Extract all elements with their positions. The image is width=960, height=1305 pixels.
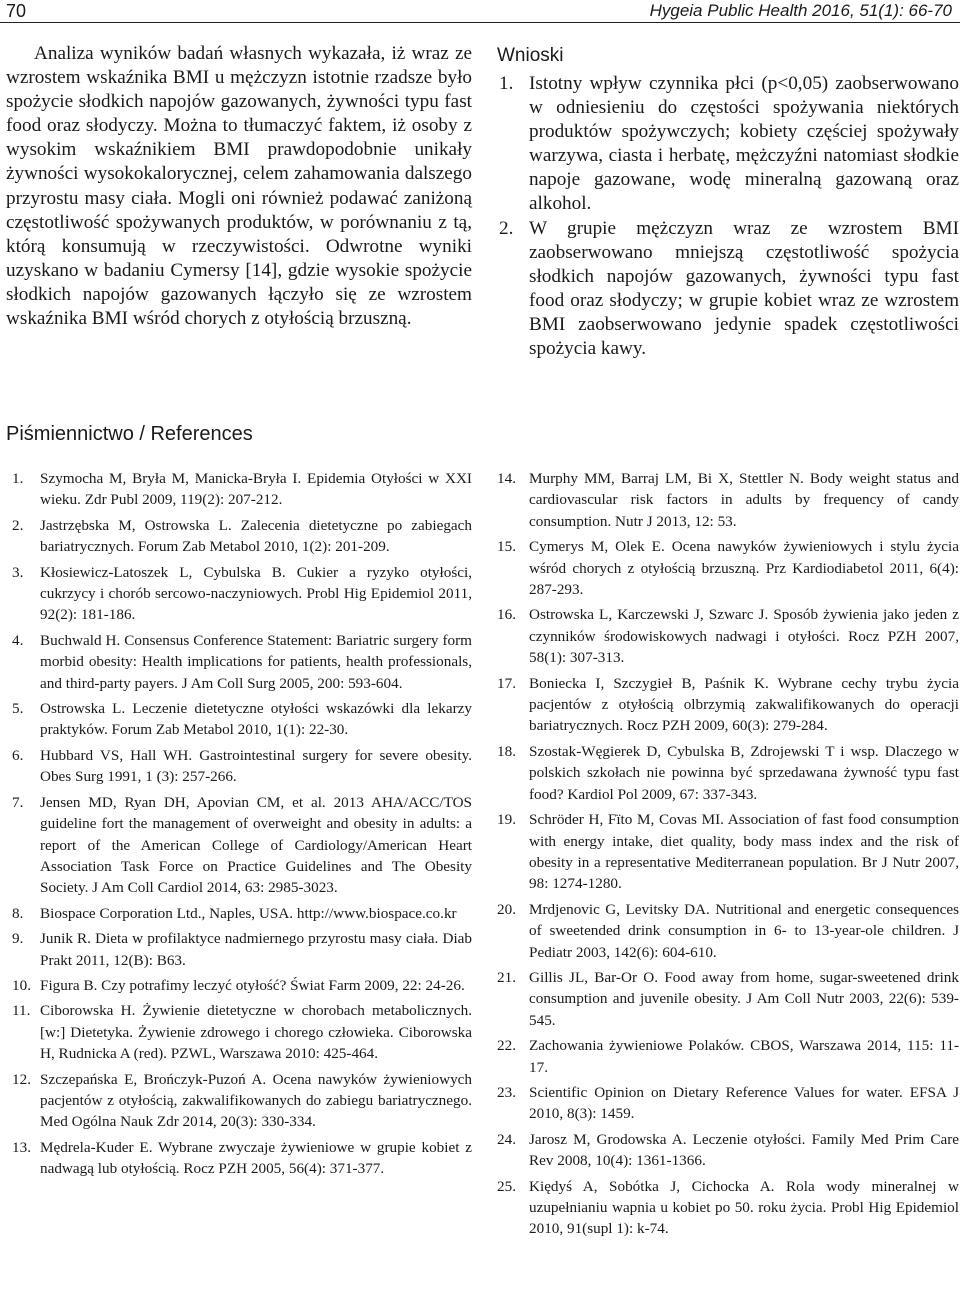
reference-number: 4. xyxy=(12,631,24,649)
reference-number: 25. xyxy=(497,1177,516,1195)
reference-number: 15. xyxy=(497,538,516,556)
page-number: 70 xyxy=(6,1,27,21)
conclusion-number: 2. xyxy=(499,217,514,239)
reference-item xyxy=(497,1129,959,1172)
reference-text: Gillis JL, Bar-Or O. Food away from home, sugar-sweetened drink consumption and juvenile obesity. J Am Coll Nutr 2003, 22(6): 539-545. xyxy=(529,968,959,1029)
page-header xyxy=(0,0,960,23)
reference-item xyxy=(497,468,959,532)
reference-item xyxy=(6,1069,472,1133)
reference-number: 2. xyxy=(12,516,24,534)
conclusions-heading: Wnioski xyxy=(497,45,564,66)
reference-item xyxy=(497,1035,959,1078)
reference-item xyxy=(6,745,472,788)
reference-item xyxy=(6,1000,472,1064)
reference-text: Figura B. Czy potrafimy leczyć otyłość? Świat Farm 2009, 22: 24-26. xyxy=(40,976,465,994)
reference-number: 24. xyxy=(497,1130,516,1148)
reference-text: Jastrzębska M, Ostrowska L. Zalecenia dietetyczne po zabiegach bariatrycznych. Forum Zab Metabol 2010, 1(2): 201-209. xyxy=(40,516,472,556)
reference-text: Mrdjenovic G, Levitsky DA. Nutritional and energetic consequences of sweetended drink consumption in 6- to 13-year-ole children. J Pediatr 2003, 142(6): 604-610. xyxy=(529,900,959,961)
conclusion-text: Istotny wpływ czynnika płci (p<0,05) zaobserwowano w odniesieniu do częstości spożywania niektórych produktów spożywczych; kobiety częściej spożywały warzywa, ciasta i herbatę, mężczyźni natomiast słodkie napoje gazowane, wodę mineralną gazowaną oraz alkohol. xyxy=(529,73,959,215)
reference-item xyxy=(6,903,472,924)
reference-number: 7. xyxy=(12,793,24,811)
reference-number: 20. xyxy=(497,900,516,918)
reference-text: Szostak-Węgierek D, Cybulska B, Zdrojewski T i wsp. Dlaczego w polskich szkołach nie powinna być sprzedawana żywność typu fast food? Kardiol Pol 2009, 67: 337-343. xyxy=(529,742,959,803)
reference-item xyxy=(6,792,472,899)
reference-number: 17. xyxy=(497,674,516,692)
reference-number: 6. xyxy=(12,746,24,764)
reference-item xyxy=(6,1137,472,1180)
reference-text: Ostrowska L, Karczewski J, Szwarc J. Sposób żywienia jako jeden z czynników środowiskowych nadwagi i otyłości. Rocz PZH 2007, 58(1): 307-313. xyxy=(529,606,959,667)
reference-number: 10. xyxy=(12,976,31,994)
reference-item xyxy=(497,899,959,963)
journal-citation: Hygeia Public Health 2016, 51(1): 66-70 xyxy=(649,1,952,20)
reference-number: 22. xyxy=(497,1037,516,1055)
references-list-left xyxy=(6,468,472,1184)
reference-text: Jarosz M, Grodowska A. Leczenie otyłości. Family Med Prim Care Rev 2008, 10(4): 1361-1366. xyxy=(529,1130,959,1170)
reference-item xyxy=(6,928,472,971)
conclusion-item xyxy=(497,72,959,217)
reference-item xyxy=(497,604,959,668)
reference-item xyxy=(497,1176,959,1240)
reference-number: 8. xyxy=(12,904,24,922)
reference-number: 21. xyxy=(497,968,516,986)
conclusion-text: W grupie mężczyzn wraz ze wzrostem BMI zaobserwowano mniejszą częstotliwość spożycia słodkich napojów gazowanych, żywności typu fast food oraz słodyczy; w grupie kobiet wraz ze wzrostem BMI zaobserwowano jedynie spadek częstotliwości spożycia kawy. xyxy=(529,217,959,360)
reference-number: 19. xyxy=(497,811,516,829)
reference-text: Kiędyś A, Sobótka J, Cichocka A. Rola wody mineralnej w uzupełnianiu wapnia u kobiet po 50. roku życia. Probl Hig Epidemiol 2010, 91(supl 1): k-74. xyxy=(529,1177,959,1238)
reference-text: Ostrowska L. Leczenie dietetyczne otyłości wskazówki dla lekarzy praktyków. Forum Zab Metabol 2010, 1(1): 22-30. xyxy=(40,700,472,739)
reference-item xyxy=(6,515,472,558)
references-heading: Piśmiennictwo / References xyxy=(6,423,253,445)
reference-item xyxy=(6,630,472,694)
reference-item xyxy=(6,975,472,996)
reference-item xyxy=(6,468,472,511)
reference-number: 18. xyxy=(497,742,516,760)
conclusions-list xyxy=(497,72,959,361)
reference-item xyxy=(497,967,959,1031)
reference-number: 9. xyxy=(12,930,24,948)
reference-number: 1. xyxy=(12,470,24,487)
references-list-right xyxy=(497,468,959,1244)
reference-item xyxy=(497,673,959,737)
reference-text: Ciborowska H. Żywienie dietetyczne w chorobach metabolicznych. [w:] Dietetyka. Żywienie zdrowego i chorego człowieka. Ciborowska H, Rudnicka A (red). PZWL, Warszawa 2010: 425-464. xyxy=(40,1002,472,1063)
reference-item xyxy=(497,809,959,895)
reference-text: Kłosiewicz-Latoszek L, Cybulska B. Cukier a ryzyko otyłości, cukrzycy i chorób sercowo-naczyniowych. Probl Hig Epidemiol 2011, 92(2): 181-186. xyxy=(40,563,472,624)
reference-number: 14. xyxy=(497,470,516,487)
reference-text: Biospace Corporation Ltd., Naples, USA. http://www.biospace.co.kr xyxy=(40,904,457,922)
reference-item xyxy=(497,741,959,805)
reference-number: 13. xyxy=(12,1138,31,1156)
reference-text: Hubbard VS, Hall WH. Gastrointestinal surgery for severe obesity. Obes Surg 1991, 1 (3): 257-266. xyxy=(40,746,472,786)
reference-text: Jensen MD, Ryan DH, Apovian CM, et al. 2013 AHA/ACC/TOS guideline fort the management of overweight and obesity in adults: a report of the American College of Cardiology/American Heart Association Task Force on Practice Guidelines and The Obesity Society. J Am Coll Cardiol 2014, 63: 2985-3023. xyxy=(40,793,472,897)
reference-text: Buchwald H. Consensus Conference Statement: Bariatric surgery form morbid obesity: Health implications for patients, health professionals, and third-party payers. J Am Coll Surg 2005, 200: 593-604. xyxy=(40,631,472,692)
conclusions-column xyxy=(497,44,959,361)
reference-item xyxy=(6,562,472,626)
reference-number: 3. xyxy=(12,563,24,581)
reference-text: Szymocha M, Bryła M, Manicka-Bryła I. Epidemia Otyłości w XXI wieku. Zdr Publ 2009, 119(2): 207-212. xyxy=(40,470,472,509)
reference-text: Schröder H, Fïto M, Covas MI. Association of fast food consumption with energy intake, diet quality, body mass index and the risk of obesity in a representative Mediterranean population. Br J Nutr 2007, 98: 1274-1280. xyxy=(529,811,959,893)
reference-number: 16. xyxy=(497,606,516,624)
discussion-paragraph: Analiza wyników badań własnych wykazała, iż wraz ze wzrostem wskaźnika BMI u mężczyzn istotnie rzadsze było spożycie słodkich napojów gazowanych, żywności typu fast food oraz słodyczy. Można to tłumaczyć faktem, iż osoby z wysokim wskaźnikiem BMI prawdopodobnie unikały żywności wysokokalorycznej, celem zahamowania dalszego przyrostu masy ciała. Mogli oni również podawać zaniżoną częstotliwość spożywanych produktów, w porównaniu z tą, którą konsumują w rzeczywistości. Odwrotne wyniki uzyskano w badaniu Cymersy [14], gdzie wysokie spożycie słodkich napojów gazowanych łączyło się ze wzrostem wskaźnika BMI wśród chorych z otyłością brzuszną. xyxy=(6,43,472,330)
reference-item xyxy=(497,536,959,600)
reference-text: Boniecka I, Szczygieł B, Paśnik K. Wybrane cechy trybu życia pacjentów z otyłością olbrzymią zakwalifikowanych do operacji bariatrycznych. Rocz PZH 2009, 60(3): 279-284. xyxy=(529,674,959,735)
reference-text: Murphy MM, Barraj LM, Bi X, Stettler N. Body weight status and cardiovascular risk factors in adults by frequency of candy consumption. Nutr J 2013, 12: 53. xyxy=(529,470,959,530)
reference-number: 23. xyxy=(497,1083,516,1101)
reference-number: 11. xyxy=(12,1002,31,1020)
conclusion-item xyxy=(497,217,959,362)
conclusion-number: 1. xyxy=(499,73,514,94)
reference-number: 12. xyxy=(12,1070,31,1088)
reference-text: Mędrela-Kuder E. Wybrane zwyczaje żywieniowe w grupie kobiet z nadwagą lub otyłością. Rocz PZH 2005, 56(4): 371-377. xyxy=(40,1138,472,1178)
reference-text: Szczepańska E, Brończyk-Puzoń A. Ocena nawyków żywieniowych pacjentów z otyłością, zakwalifikowanych do zabiegu bariatrycznego. Med Ogólna Nauk Zdr 2014, 20(3): 330-334. xyxy=(40,1070,472,1131)
discussion-column xyxy=(6,42,472,331)
reference-text: Junik R. Dieta w profilaktyce nadmiernego przyrostu masy ciała. Diab Prakt 2011, 12(B): B63. xyxy=(40,930,472,969)
reference-number: 5. xyxy=(12,700,24,718)
reference-item xyxy=(6,698,472,741)
reference-text: Zachowania żywieniowe Polaków. CBOS, Warszawa 2014, 115: 11-17. xyxy=(529,1037,959,1076)
reference-text: Cymerys M, Olek E. Ocena nawyków żywieniowych i stylu życia wśród chorych z otyłością brzuszną. Prz Kardiodiabetol 2011, 6(4): 287-293. xyxy=(529,538,959,599)
reference-item xyxy=(497,1082,959,1125)
reference-text: Scientific Opinion on Dietary Reference Values for water. EFSA J 2010, 8(3): 1459. xyxy=(529,1083,959,1123)
